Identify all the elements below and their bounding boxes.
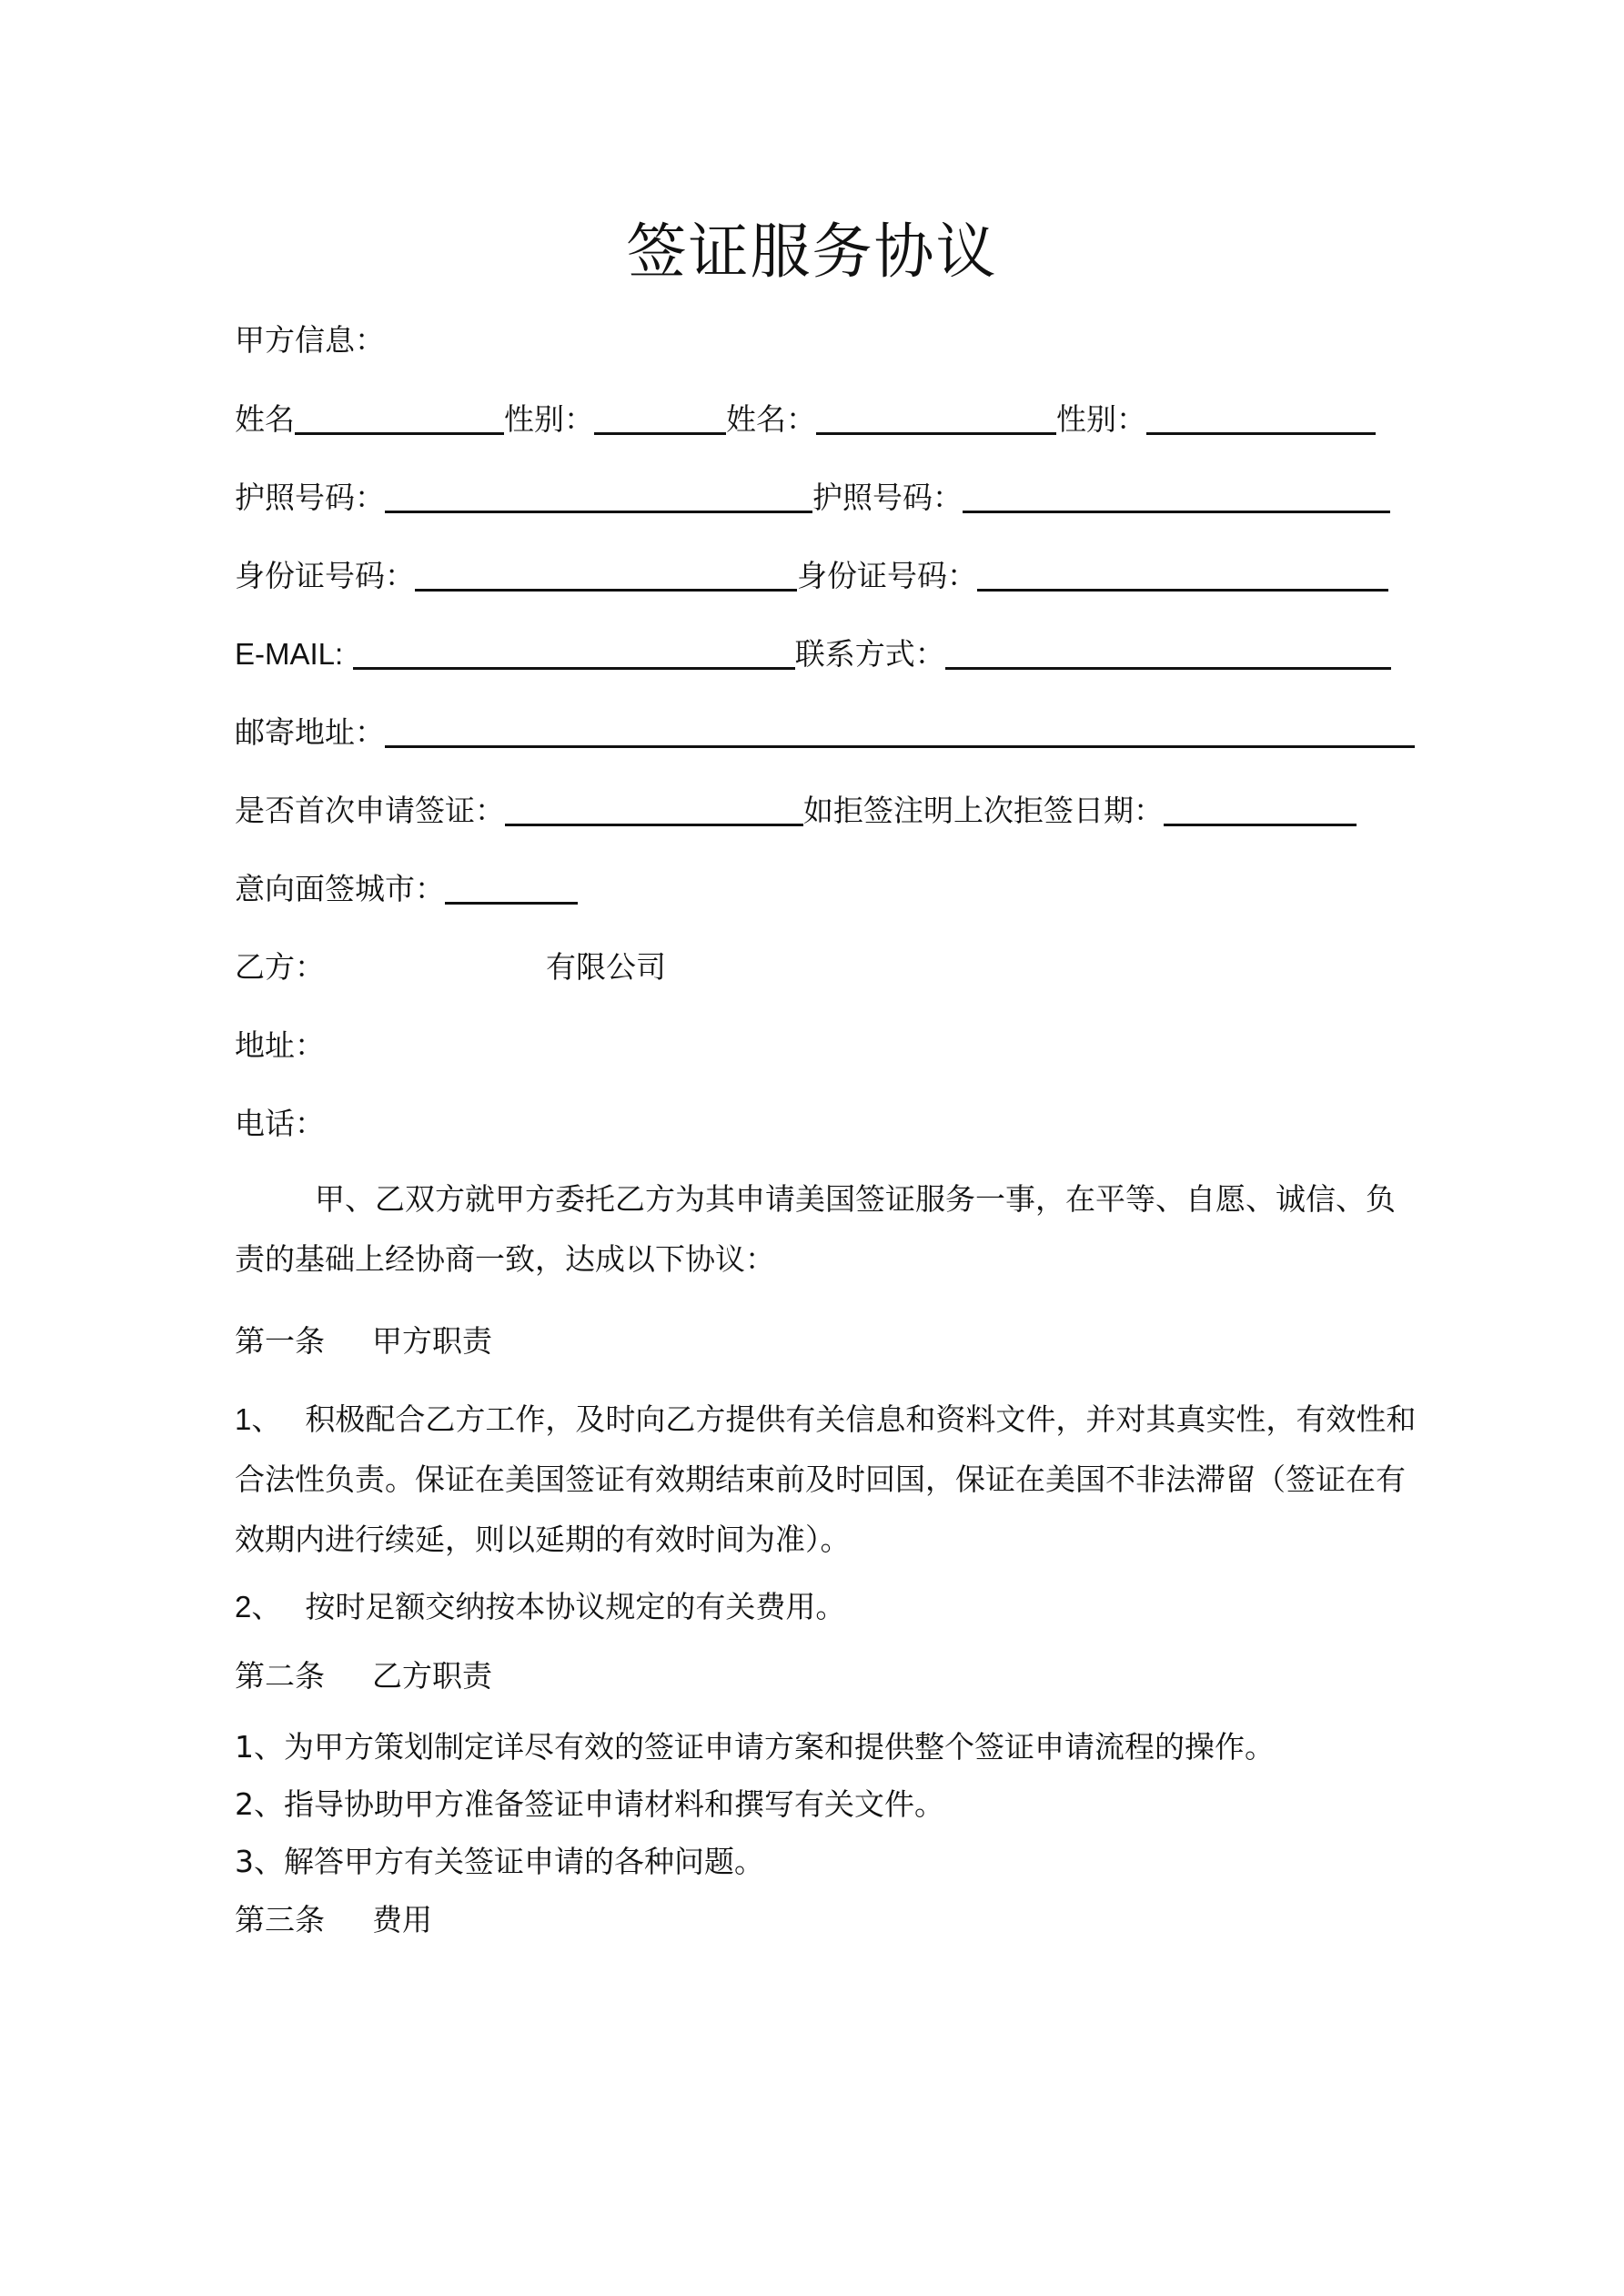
party-a-heading: 甲方信息： (235, 322, 385, 358)
passport-label-2: 护照号码： (812, 480, 963, 515)
refusal-date-field[interactable] (1164, 793, 1357, 826)
article-3-heading (235, 1897, 1417, 1943)
party-b-address-label: 地址： (235, 1027, 325, 1063)
article-3-title: 费用 (372, 1902, 432, 1937)
id-number-row (235, 553, 1417, 599)
id-label-1: 身份证号码： (235, 558, 415, 593)
article-1-item-1 (235, 1390, 1419, 1570)
passport-row (235, 475, 1417, 521)
email-contact-row (235, 632, 1417, 677)
gender-label-1: 性别： (504, 401, 594, 437)
mail-address-row (235, 710, 1417, 755)
name-gender-row (235, 397, 1417, 442)
article-3-number: 第三条 (235, 1902, 325, 1937)
contact-label: 联系方式： (794, 636, 945, 672)
article-2-title: 乙方职责 (372, 1658, 492, 1694)
interview-city-row (235, 866, 1417, 912)
id-field-1[interactable] (415, 558, 797, 592)
interview-city-label: 意向面签城市： (235, 871, 445, 906)
article-2-item-3: 3、解答甲方有关签证申请的各种问题。 (235, 1844, 764, 1879)
article-2-heading (235, 1654, 1417, 1699)
mail-address-field[interactable] (385, 714, 1415, 748)
party-b-company-suffix: 有限公司 (546, 949, 666, 985)
first-application-label: 是否首次申请签证： (235, 793, 505, 828)
article-1-item-2-text: 按时足额交纳按本协议规定的有关费用。 (305, 1589, 846, 1624)
id-field-2[interactable] (977, 558, 1388, 592)
party-b-phone-label: 电话： (235, 1106, 325, 1141)
name-label-2: 姓名： (726, 401, 816, 437)
party-b-row (235, 945, 1417, 990)
passport-label-1: 护照号码： (235, 480, 385, 515)
name-field-2[interactable] (816, 401, 1056, 435)
gender-field-1[interactable] (594, 401, 726, 435)
party-b-label: 乙方： (235, 949, 325, 985)
refusal-date-label: 如拒签注明上次拒签日期： (803, 793, 1164, 828)
article-1-item-2-number: 2、 (235, 1590, 282, 1623)
email-label: E-MAIL: (235, 637, 344, 671)
contact-field[interactable] (945, 636, 1391, 670)
interview-city-field[interactable] (445, 871, 578, 905)
article-2-item-1: 1、为甲方策划制定详尽有效的签证申请方案和提供整个签证申请流程的操作。 (235, 1729, 1275, 1765)
gender-label-2: 性别： (1056, 401, 1146, 437)
id-label-2: 身份证号码： (797, 558, 977, 593)
article-2-number: 第二条 (235, 1658, 325, 1694)
article-1-number: 第一条 (235, 1323, 325, 1359)
article-1-item-1-text: 积极配合乙方工作，及时向乙方提供有关信息和资料文件，并对其真实性，有效性和合法性负责。保证在美国签证有效期结束前及时回国，保证在美国不非法滞留（签证在有效期内进行续延，则以延期的有效时间为准）。 (235, 1401, 1417, 1557)
name-label-1: 姓名 (235, 401, 295, 437)
email-field[interactable] (353, 636, 795, 670)
article-1-item-1-number: 1、 (235, 1402, 282, 1436)
passport-field-2[interactable] (963, 480, 1390, 513)
gender-field-2[interactable] (1146, 401, 1376, 435)
document-title: 签证服务协议 (626, 217, 998, 287)
mail-address-label: 邮寄地址： (235, 714, 385, 750)
passport-field-1[interactable] (385, 480, 812, 513)
first-application-field[interactable] (505, 793, 803, 826)
article-1-item-2 (235, 1584, 1417, 1630)
article-1-heading (235, 1319, 1417, 1364)
intro-paragraph: 甲、乙双方就甲方委托乙方为其申请美国签证服务一事，在平等、自愿、诚信、负责的基础上经协商一致，达成以下协议： (235, 1181, 1396, 1277)
article-2-item-2: 2、指导协助甲方准备签证申请材料和撰写有关文件。 (235, 1786, 944, 1822)
name-field-1[interactable] (295, 401, 504, 435)
article-1-title: 甲方职责 (372, 1323, 492, 1359)
first-application-row (235, 788, 1417, 834)
